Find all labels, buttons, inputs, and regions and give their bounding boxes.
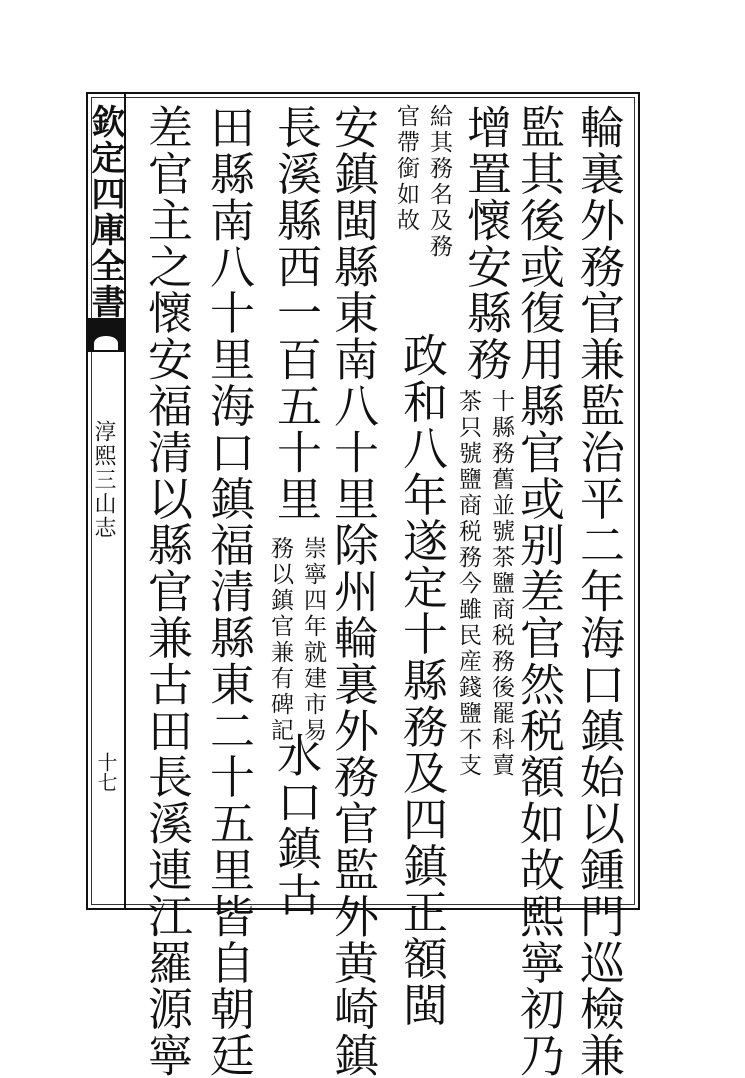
column-3-note-right: 十縣務舊並號茶鹽商税務後罷科賣 (488, 389, 514, 779)
column-6-note-right: 崇寧四年就建市易 (300, 536, 326, 744)
text-column-2: 監其後或復用縣官或别差官然税額如故熙寧初乃 (512, 104, 565, 1078)
column-4-note-left: 官帶銜如故 (393, 104, 419, 234)
column-6-note-left: 務以鎮官兼有碑記 (267, 536, 293, 744)
page-number: 十七 (94, 752, 118, 792)
text-column-1: 輪裏外務官兼監治平二年海口鎮始以鍾門巡檢兼 (572, 104, 625, 1078)
column-4-note-right: 給其務名及務 (426, 104, 452, 260)
column-4-note (392, 104, 450, 334)
column-3-note-left: 茶只號鹽商税務今雖民産錢鹽不支 (455, 389, 481, 779)
column-4-main-text: 政和八年遂定十縣務及四鎮正額閩 (395, 332, 448, 1028)
volume-title: 淳熙三山志 (91, 420, 116, 540)
text-column-5: 安鎮閩縣東南八十里除州輪裏外務官監外黄崎鎮 (326, 104, 379, 1078)
text-column-3 (454, 104, 512, 904)
book-title: 欽定四庫全書 (85, 104, 125, 320)
column-3-main-text: 增置懷安縣務 (459, 104, 512, 383)
column-3-note (454, 389, 512, 889)
text-column-8: 差官主之懷安福清以縣官兼古田長溪連江羅源寧 (140, 104, 193, 1078)
text-column-4 (392, 104, 452, 1028)
column-6-main-text: 長溪縣西一百五十里 (269, 104, 322, 522)
text-column-6 (266, 104, 326, 918)
column-6-main-text-end: 水口鎮古 (269, 732, 322, 918)
text-column-7: 田縣南八十里海口鎮福清縣東二十五里皆自朝廷 (202, 104, 255, 1078)
fish-tail-notch (94, 336, 118, 350)
column-6-note (266, 536, 324, 756)
